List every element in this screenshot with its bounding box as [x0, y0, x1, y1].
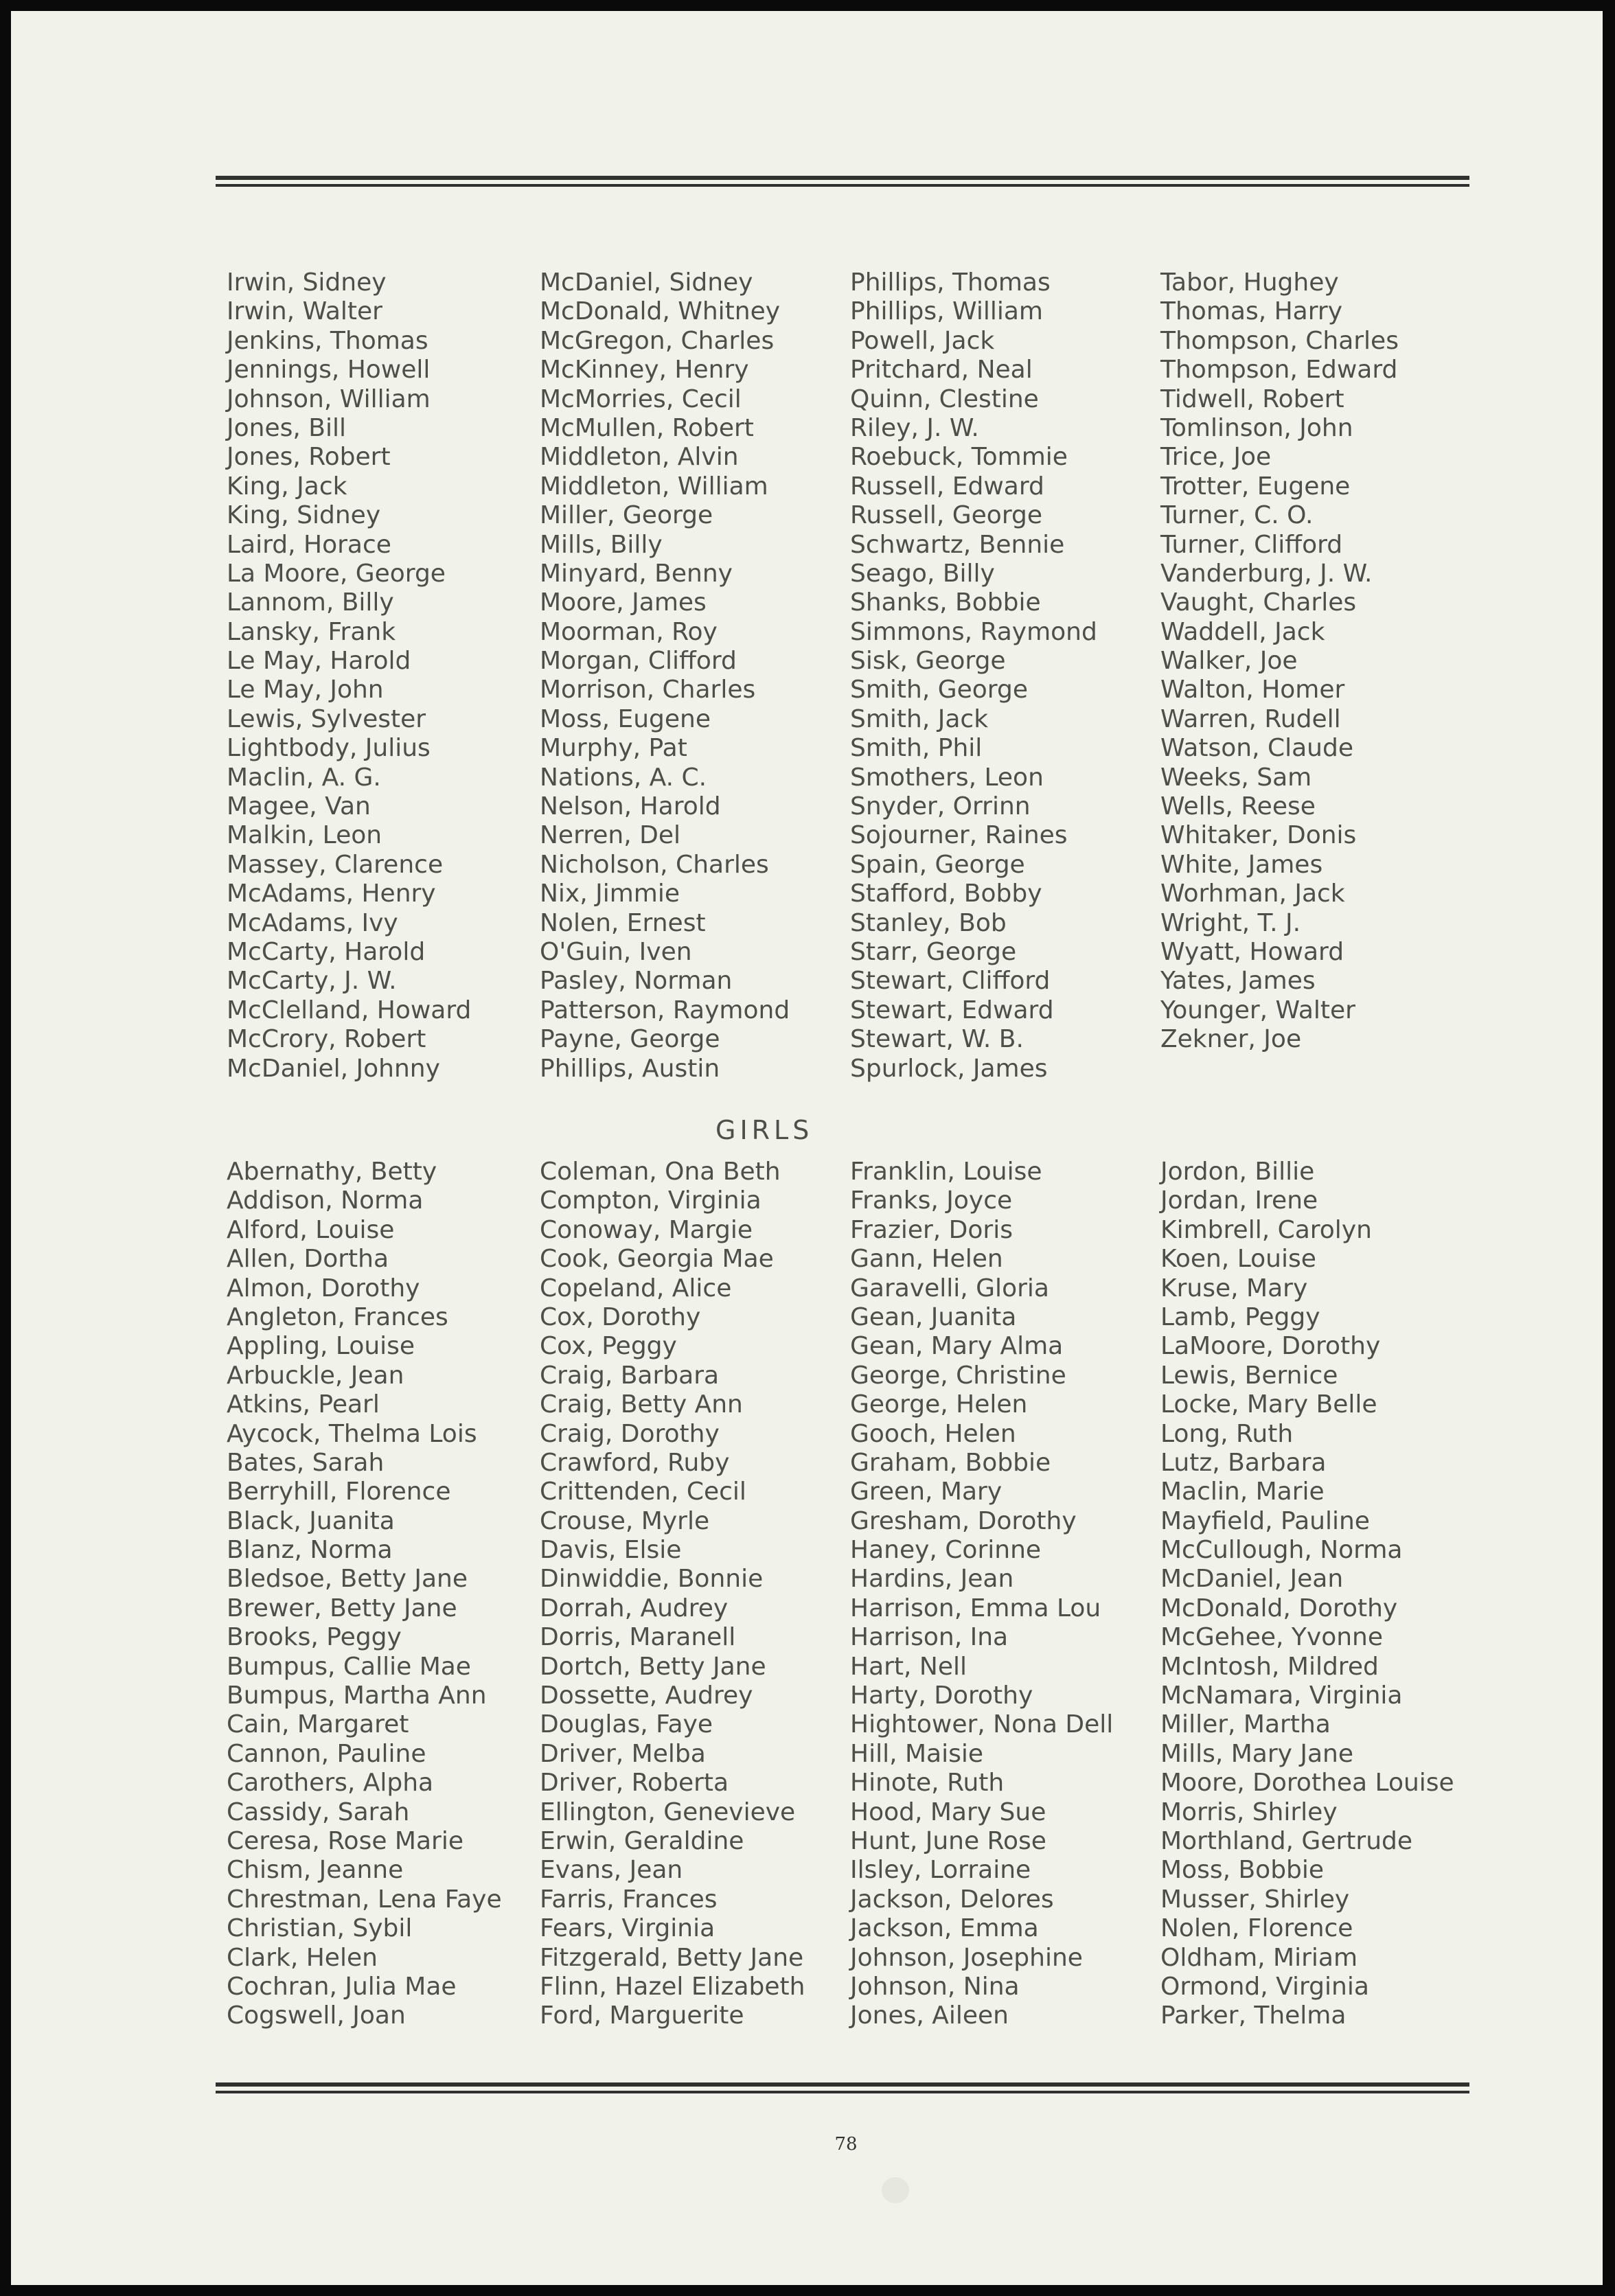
student-name: King, Jack	[227, 472, 347, 501]
student-name: Smith, Phil	[850, 734, 983, 763]
student-name: Le May, Harold	[227, 647, 411, 676]
student-name: Dorrah, Audrey	[540, 1594, 729, 1622]
student-name: Dorris, Maranell	[540, 1623, 736, 1652]
student-name: Graham, Bobbie	[850, 1448, 1051, 1477]
student-name: Conoway, Margie	[540, 1215, 753, 1244]
boys-column-2	[540, 268, 849, 1083]
student-name: Moss, Bobbie	[1160, 1856, 1325, 1885]
student-name: Stanley, Bob	[850, 908, 1007, 937]
student-name: Crawford, Ruby	[540, 1448, 730, 1477]
student-name: Ormond, Virginia	[1160, 1972, 1369, 2001]
student-name: George, Helen	[850, 1390, 1028, 1419]
student-name: Simmons, Raymond	[850, 617, 1097, 646]
student-name: Dinwiddie, Bonnie	[540, 1565, 764, 1594]
student-name: George, Christine	[850, 1361, 1066, 1390]
student-name: Franklin, Louise	[850, 1158, 1042, 1186]
student-name: LaMoore, Dorothy	[1160, 1332, 1381, 1361]
student-name: Evans, Jean	[540, 1856, 683, 1885]
student-name: Lansky, Frank	[227, 617, 396, 646]
page-number: 78	[834, 2134, 858, 2155]
student-name: Hardins, Jean	[850, 1565, 1014, 1594]
student-name: Hightower, Nona Dell	[850, 1710, 1114, 1739]
student-name: Musser, Shirley	[1160, 1885, 1350, 1914]
student-name: Locke, Mary Belle	[1160, 1390, 1377, 1419]
student-name: Walker, Joe	[1160, 647, 1298, 676]
student-name: Waddell, Jack	[1160, 617, 1325, 646]
student-name: Jackson, Emma	[850, 1914, 1039, 1943]
student-name: Moore, James	[540, 588, 707, 617]
student-name: Cook, Georgia Mae	[540, 1245, 774, 1274]
student-name: Phillips, Austin	[540, 1054, 720, 1083]
student-name: Jordon, Billie	[1160, 1158, 1315, 1186]
student-name: Jones, Aileen	[850, 2001, 1009, 2030]
student-name: Jenkins, Thomas	[227, 326, 428, 355]
student-name: Craig, Dorothy	[540, 1419, 720, 1448]
student-name: Johnson, Nina	[850, 1972, 1020, 2001]
student-name: Carothers, Alpha	[227, 1769, 434, 1798]
boys-column-3	[850, 268, 1159, 1083]
student-name: Magee, Van	[227, 792, 371, 821]
student-name: Spain, George	[850, 850, 1025, 879]
student-name: Stewart, W. B.	[850, 1025, 1024, 1054]
student-name: Le May, John	[227, 676, 384, 704]
student-name: Angleton, Frances	[227, 1302, 448, 1331]
girls-column-1	[227, 1158, 536, 2031]
student-name: McClelland, Howard	[227, 996, 472, 1024]
student-name: Arbuckle, Jean	[227, 1361, 404, 1390]
student-name: Jordan, Irene	[1160, 1186, 1318, 1215]
student-name: Maclin, Marie	[1160, 1478, 1325, 1506]
student-name: Clark, Helen	[227, 1943, 378, 1972]
student-name: Thomas, Harry	[1160, 297, 1343, 326]
student-name: Irwin, Walter	[227, 297, 382, 326]
student-name: Kruse, Mary	[1160, 1274, 1308, 1302]
student-name: Maclin, A. G.	[227, 763, 381, 792]
student-name: Kimbrell, Carolyn	[1160, 1215, 1372, 1244]
student-name: McNamara, Virginia	[1160, 1681, 1403, 1710]
student-name: Irwin, Sidney	[227, 268, 387, 297]
student-name: Craig, Betty Ann	[540, 1390, 743, 1419]
student-name: Pasley, Norman	[540, 967, 733, 996]
student-name: Jackson, Delores	[850, 1885, 1054, 1914]
student-name: Long, Ruth	[1160, 1419, 1294, 1448]
student-name: Laird, Horace	[227, 530, 391, 559]
student-name: McCullough, Norma	[1160, 1536, 1403, 1565]
student-name: Ilsley, Lorraine	[850, 1856, 1031, 1885]
student-name: Gann, Helen	[850, 1245, 1003, 1274]
student-name: Allen, Dortha	[227, 1245, 389, 1274]
rule-line-thin	[216, 184, 1469, 187]
student-name: Wells, Reese	[1160, 792, 1316, 821]
student-name: Berryhill, Florence	[227, 1478, 451, 1506]
student-name: Pritchard, Neal	[850, 356, 1033, 384]
student-name: Bates, Sarah	[227, 1448, 385, 1477]
student-name: Copeland, Alice	[540, 1274, 732, 1302]
student-name: Quinn, Clestine	[850, 384, 1039, 413]
student-name: Abernathy, Betty	[227, 1158, 437, 1186]
page	[11, 11, 1603, 2285]
student-name: Gean, Mary Alma	[850, 1332, 1064, 1361]
student-name: Brooks, Peggy	[227, 1623, 402, 1652]
student-name: Phillips, William	[850, 297, 1043, 326]
student-name: McDonald, Dorothy	[1160, 1594, 1398, 1622]
student-name: Harrison, Ina	[850, 1623, 1009, 1652]
student-name: Vanderburg, J. W.	[1160, 559, 1373, 588]
rule-line-thick	[216, 176, 1469, 180]
student-name: White, James	[1160, 850, 1323, 879]
student-name: Schwartz, Bennie	[850, 530, 1065, 559]
student-name: Turner, Clifford	[1160, 530, 1343, 559]
student-name: Wright, T. J.	[1160, 908, 1301, 937]
student-name: Fitzgerald, Betty Jane	[540, 1943, 804, 1972]
top-double-rule	[216, 176, 1469, 191]
student-name: Cassidy, Sarah	[227, 1798, 410, 1826]
student-name: Dossette, Audrey	[540, 1681, 753, 1710]
student-name: McKinney, Henry	[540, 356, 749, 384]
student-name: Sojourner, Raines	[850, 821, 1068, 850]
student-name: Malkin, Leon	[227, 821, 382, 850]
student-name: Phillips, Thomas	[850, 268, 1051, 297]
girls-column-4	[1160, 1158, 1469, 2031]
student-name: Yates, James	[1160, 967, 1316, 996]
student-name: Trice, Joe	[1160, 443, 1272, 472]
student-name: Blanz, Norma	[227, 1536, 393, 1565]
student-name: McCarty, J. W.	[227, 967, 397, 996]
student-name: Hill, Maisie	[850, 1739, 983, 1768]
student-name: Starr, George	[850, 937, 1017, 966]
student-name: Payne, George	[540, 1025, 720, 1054]
student-name: Frazier, Doris	[850, 1215, 1013, 1244]
student-name: Russell, George	[850, 501, 1043, 530]
student-name: Mills, Mary Jane	[1160, 1739, 1354, 1768]
student-name: Patterson, Raymond	[540, 996, 790, 1024]
student-name: Erwin, Geraldine	[540, 1826, 744, 1855]
student-name: Thompson, Charles	[1160, 326, 1399, 355]
student-name: Aycock, Thelma Lois	[227, 1419, 477, 1448]
student-name: McGregon, Charles	[540, 326, 775, 355]
student-name: Zekner, Joe	[1160, 1025, 1302, 1054]
student-name: Crouse, Myrle	[540, 1506, 710, 1535]
student-name: Massey, Clarence	[227, 850, 444, 879]
student-name: Miller, George	[540, 501, 713, 530]
student-name: Atkins, Pearl	[227, 1390, 380, 1419]
student-name: Cox, Dorothy	[540, 1302, 701, 1331]
student-name: Thompson, Edward	[1160, 356, 1398, 384]
student-name: Stewart, Clifford	[850, 967, 1051, 996]
student-name: McDonald, Whitney	[540, 297, 781, 326]
student-name: Compton, Virginia	[540, 1186, 761, 1215]
student-name: Nolen, Florence	[1160, 1914, 1353, 1943]
student-name: Flinn, Hazel Elizabeth	[540, 1972, 805, 2001]
student-name: McDaniel, Jean	[1160, 1565, 1344, 1594]
student-name: O'Guin, Iven	[540, 937, 692, 966]
student-name: Driver, Melba	[540, 1739, 706, 1768]
student-name: Nerren, Del	[540, 821, 680, 850]
student-name: Roebuck, Tommie	[850, 443, 1068, 472]
student-name: Stafford, Bobby	[850, 880, 1042, 908]
student-name: Gooch, Helen	[850, 1419, 1016, 1448]
student-name: Alford, Louise	[227, 1215, 395, 1244]
student-name: Mills, Billy	[540, 530, 663, 559]
student-name: La Moore, George	[227, 559, 446, 588]
student-name: Nations, A. C.	[540, 763, 707, 792]
student-name: Ford, Marguerite	[540, 2001, 744, 2030]
student-name: Smothers, Leon	[850, 763, 1044, 792]
student-name: Russell, Edward	[850, 472, 1044, 501]
student-name: Jones, Robert	[227, 443, 391, 472]
student-name: Fears, Virginia	[540, 1914, 715, 1943]
student-name: Lannom, Billy	[227, 588, 394, 617]
student-name: Miller, Martha	[1160, 1710, 1331, 1739]
student-name: Wyatt, Howard	[1160, 937, 1344, 966]
student-name: Tidwell, Robert	[1160, 384, 1344, 413]
student-name: Middleton, Alvin	[540, 443, 739, 472]
student-name: Spurlock, James	[850, 1054, 1048, 1083]
student-name: Almon, Dorothy	[227, 1274, 420, 1302]
student-name: Shanks, Bobbie	[850, 588, 1041, 617]
student-name: McDaniel, Johnny	[227, 1054, 440, 1083]
student-name: Smith, Jack	[850, 704, 989, 733]
student-name: Bumpus, Martha Ann	[227, 1681, 487, 1710]
student-name: Warren, Rudell	[1160, 704, 1341, 733]
student-name: McMullen, Robert	[540, 413, 754, 442]
student-name: Gean, Juanita	[850, 1302, 1017, 1331]
student-name: Jennings, Howell	[227, 356, 431, 384]
student-name: Nix, Jimmie	[540, 880, 680, 908]
student-name: Morris, Shirley	[1160, 1798, 1338, 1826]
student-name: Black, Juanita	[227, 1506, 395, 1535]
student-name: Davis, Elsie	[540, 1536, 682, 1565]
student-name: Crittenden, Cecil	[540, 1478, 746, 1506]
girls-heading: GIRLS	[715, 1115, 814, 1145]
student-name: Moss, Eugene	[540, 704, 711, 733]
student-name: Nolen, Ernest	[540, 908, 706, 937]
student-name: Minyard, Benny	[540, 559, 733, 588]
student-name: Bumpus, Callie Mae	[227, 1652, 471, 1681]
student-name: Whitaker, Donis	[1160, 821, 1357, 850]
student-name: Brewer, Betty Jane	[227, 1594, 457, 1622]
student-name: Gresham, Dorothy	[850, 1506, 1077, 1535]
student-name: Chrestman, Lena Faye	[227, 1885, 502, 1914]
student-name: Lightbody, Julius	[227, 734, 431, 763]
student-name: McAdams, Henry	[227, 880, 436, 908]
student-name: Oldham, Miriam	[1160, 1943, 1358, 1972]
student-name: Mayfield, Pauline	[1160, 1506, 1370, 1535]
student-name: Coleman, Ona Beth	[540, 1158, 781, 1186]
student-name: Franks, Joyce	[850, 1186, 1013, 1215]
student-name: McDaniel, Sidney	[540, 268, 753, 297]
student-name: Craig, Barbara	[540, 1361, 720, 1390]
student-name: McIntosh, Mildred	[1160, 1652, 1379, 1681]
student-name: Walton, Homer	[1160, 676, 1345, 704]
rule-line-thin	[216, 2091, 1469, 2093]
student-name: Ellington, Genevieve	[540, 1798, 796, 1826]
student-name: Douglas, Faye	[540, 1710, 713, 1739]
student-name: Parker, Thelma	[1160, 2001, 1347, 2030]
student-name: Driver, Roberta	[540, 1769, 729, 1798]
student-name: Vaught, Charles	[1160, 588, 1357, 617]
student-name: Cochran, Julia Mae	[227, 1972, 457, 2001]
student-name: Younger, Walter	[1160, 996, 1355, 1024]
bottom-double-rule	[216, 2082, 1469, 2098]
student-name: Green, Mary	[850, 1478, 1003, 1506]
student-name: Weeks, Sam	[1160, 763, 1312, 792]
student-name: Haney, Corinne	[850, 1536, 1042, 1565]
student-name: Lutz, Barbara	[1160, 1448, 1327, 1477]
student-name: Lewis, Bernice	[1160, 1361, 1338, 1390]
student-name: Ceresa, Rose Marie	[227, 1826, 463, 1855]
student-name: Addison, Norma	[227, 1186, 424, 1215]
student-name: Turner, C. O.	[1160, 501, 1314, 530]
student-name: Snyder, Orrinn	[850, 792, 1031, 821]
student-name: Tomlinson, John	[1160, 413, 1353, 442]
boys-column-4	[1160, 268, 1469, 1055]
student-name: Harty, Dorothy	[850, 1681, 1033, 1710]
student-name: Hunt, June Rose	[850, 1826, 1046, 1855]
student-name: Tabor, Hughey	[1160, 268, 1339, 297]
student-name: Christian, Sybil	[227, 1914, 413, 1943]
student-name: Morrison, Charles	[540, 676, 756, 704]
student-name: Smith, George	[850, 676, 1028, 704]
student-name: McMorries, Cecil	[540, 384, 742, 413]
student-name: Powell, Jack	[850, 326, 995, 355]
student-name: Cain, Margaret	[227, 1710, 409, 1739]
student-name: Middleton, William	[540, 472, 768, 501]
student-name: Murphy, Pat	[540, 734, 687, 763]
student-name: Chism, Jeanne	[227, 1856, 404, 1885]
student-name: McCarty, Harold	[227, 937, 426, 966]
student-name: King, Sidney	[227, 501, 381, 530]
student-name: Cox, Peggy	[540, 1332, 677, 1361]
student-name: Worhman, Jack	[1160, 880, 1345, 908]
student-name: Stewart, Edward	[850, 996, 1054, 1024]
student-name: Farris, Frances	[540, 1885, 718, 1914]
student-name: Hinote, Ruth	[850, 1769, 1005, 1798]
student-name: McAdams, Ivy	[227, 908, 398, 937]
student-name: McGehee, Yvonne	[1160, 1623, 1383, 1652]
student-name: Sisk, George	[850, 647, 1006, 676]
student-name: Hart, Nell	[850, 1652, 967, 1681]
student-name: Lamb, Peggy	[1160, 1302, 1320, 1331]
student-name: Hood, Mary Sue	[850, 1798, 1046, 1826]
girls-column-3	[850, 1158, 1159, 2031]
student-name: Cannon, Pauline	[227, 1739, 426, 1768]
student-name: Cogswell, Joan	[227, 2001, 406, 2030]
student-name: Bledsoe, Betty Jane	[227, 1565, 468, 1594]
student-name: Seago, Billy	[850, 559, 995, 588]
student-name: Johnson, William	[227, 384, 431, 413]
student-name: Koen, Louise	[1160, 1245, 1316, 1274]
student-name: Morgan, Clifford	[540, 647, 737, 676]
student-name: Nicholson, Charles	[540, 850, 769, 879]
student-name: Appling, Louise	[227, 1332, 415, 1361]
student-name: Watson, Claude	[1160, 734, 1353, 763]
student-name: Trotter, Eugene	[1160, 472, 1351, 501]
student-name: Moore, Dorothea Louise	[1160, 1769, 1454, 1798]
student-name: Dortch, Betty Jane	[540, 1652, 766, 1681]
student-name: Harrison, Emma Lou	[850, 1594, 1101, 1622]
student-name: Morthland, Gertrude	[1160, 1826, 1413, 1855]
student-name: Riley, J. W.	[850, 413, 979, 442]
student-name: Nelson, Harold	[540, 792, 721, 821]
student-name: Lewis, Sylvester	[227, 704, 426, 733]
girls-column-2	[540, 1158, 849, 2031]
rule-line-thick	[216, 2082, 1469, 2087]
student-name: Moorman, Roy	[540, 617, 718, 646]
student-name: Johnson, Josephine	[850, 1943, 1083, 1972]
student-name: McCrory, Robert	[227, 1025, 426, 1054]
student-name: Jones, Bill	[227, 413, 346, 442]
paper-smudge	[882, 2177, 909, 2203]
student-name: Garavelli, Gloria	[850, 1274, 1049, 1302]
boys-column-1	[227, 268, 536, 1083]
